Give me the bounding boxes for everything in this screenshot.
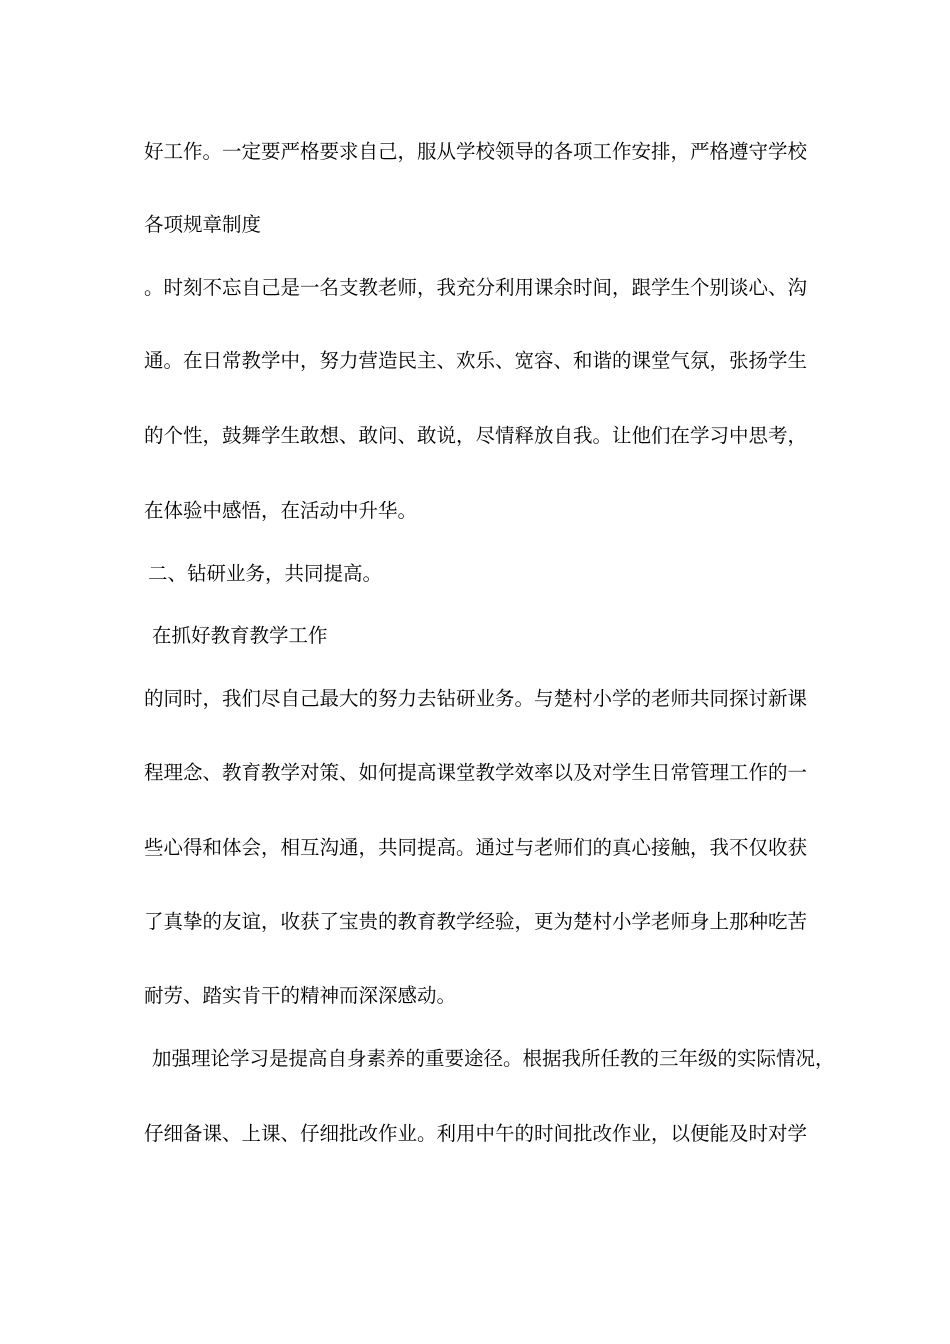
text-line-15: 仔细备课、上课、仔细批改作业。利用中午的时间批改作业，以便能及时对学 — [144, 1122, 808, 1145]
text-line-13: 耐劳、踏实肯干的精神而深深感动。 — [144, 984, 457, 1007]
text-line-8: 在抓好教育教学工作 — [152, 624, 328, 647]
text-line-14: 加强理论学习是提高自身素养的重要途径。根据我所任教的三年级的实际情况， — [152, 1047, 835, 1070]
text-line-10: 程理念、教育教学对策、如何提高课堂教学效率以及对学生日常管理工作的一 — [144, 761, 808, 784]
text-line-11: 些心得和体会，相互沟通，共同提高。通过与老师们的真心接触，我不仅收获 — [144, 836, 808, 859]
text-line-6: 在体验中感悟，在活动中升华。 — [144, 499, 418, 522]
text-line-5: 的个性，鼓舞学生敢想、敢问、敢说，尽情释放自我。让他们在学习中思考， — [144, 424, 808, 447]
text-line-12: 了真挚的友谊，收获了宝贵的教育教学经验，更为楚村小学老师身上那种吃苦 — [144, 910, 808, 933]
text-line-2: 各项规章制度 — [144, 213, 262, 236]
text-line-3: 。时刻不忘自己是一名支教老师，我充分利用课余时间，跟学生个别谈心、沟 — [144, 276, 808, 299]
text-line-9: 的同时，我们尽自己最大的努力去钻研业务。与楚村小学的老师共同探讨新课 — [144, 687, 808, 710]
section-heading: 二、钻研业务，共同提高。 — [148, 562, 383, 585]
text-line-1: 好工作。一定要严格要求自己，服从学校领导的各项工作安排，严格遵守学校 — [144, 140, 808, 163]
text-line-4: 通。在日常教学中，努力营造民主、欢乐、宽容、和谐的课堂气氛，张扬学生 — [144, 349, 808, 372]
